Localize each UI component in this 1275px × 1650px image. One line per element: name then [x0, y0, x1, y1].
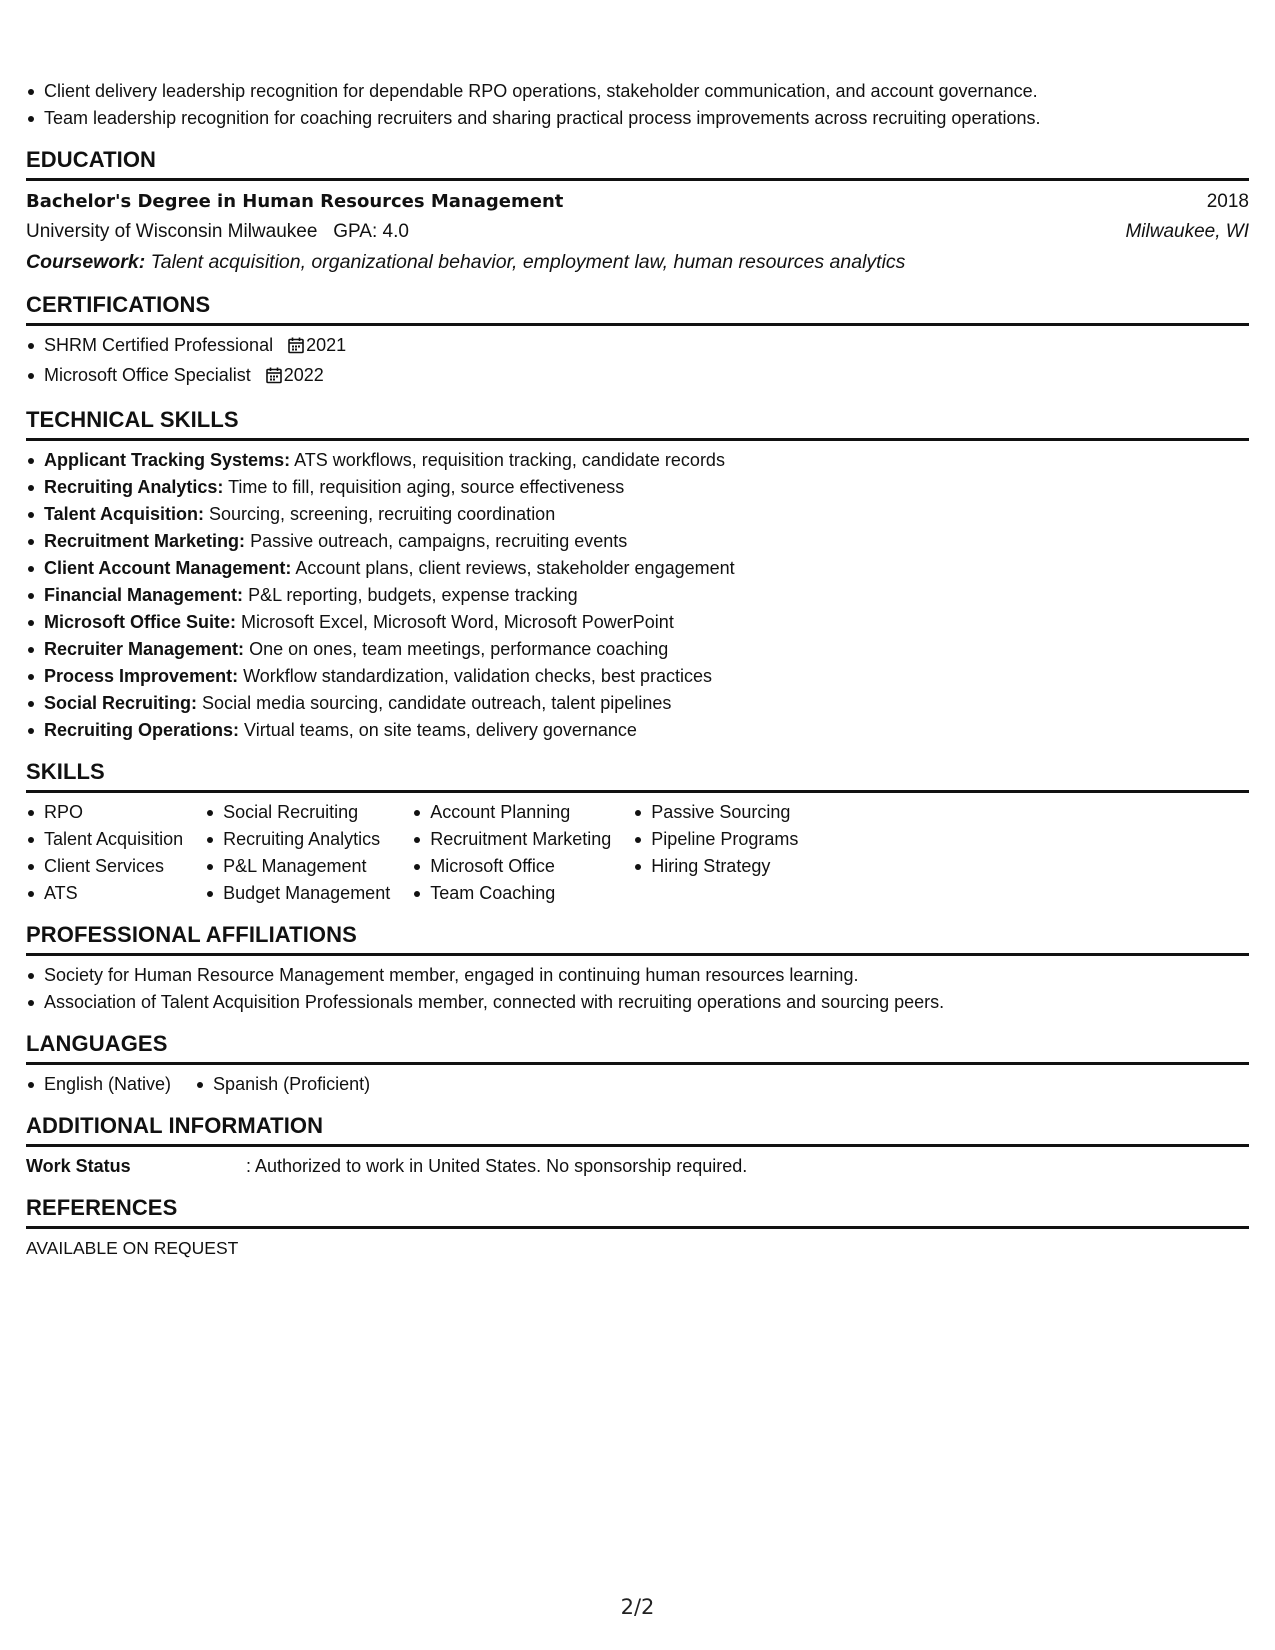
- list-item: P&L Management: [205, 853, 390, 880]
- skill-text: Microsoft Excel, Microsoft Word, Microsoft PowerPoint: [241, 612, 674, 632]
- section-title: CERTIFICATIONS: [26, 292, 1249, 326]
- work-status-label: Work Status: [26, 1156, 131, 1176]
- list-item: Social Recruiting: [205, 799, 390, 826]
- references-text: AVAILABLE ON REQUEST: [26, 1238, 239, 1258]
- page-number: 2/2: [620, 1595, 655, 1619]
- resume-page: [26, 78, 1249, 1262]
- certification-year: 2021: [306, 335, 347, 355]
- skills-column: [205, 799, 390, 907]
- skill-label: Talent Acquisition:: [44, 504, 204, 524]
- certifications-section: [26, 292, 1249, 392]
- list-item: Budget Management: [205, 880, 390, 907]
- skill-text: ATS workflows, requisition tracking, candidate records: [294, 450, 725, 470]
- list-item: [26, 528, 1249, 555]
- list-item: Hiring Strategy: [633, 853, 798, 880]
- list-item: English (Native): [26, 1071, 171, 1098]
- languages-list: [26, 1071, 1249, 1098]
- skill-text: Passive outreach, campaigns, recruiting events: [250, 531, 628, 551]
- awards-list: [26, 78, 1249, 132]
- coursework: [26, 247, 1249, 277]
- skill-text: P&L reporting, budgets, expense tracking: [248, 585, 578, 605]
- skill-label: Recruiting Analytics:: [44, 477, 224, 497]
- section-title: TECHNICAL SKILLS: [26, 407, 1249, 441]
- list-item: RPO: [26, 799, 183, 826]
- section-title: LANGUAGES: [26, 1031, 1249, 1065]
- list-item: [26, 717, 1249, 744]
- section-title: PROFESSIONAL AFFILIATIONS: [26, 922, 1249, 956]
- skill-text: Account plans, client reviews, stakeholder engagement: [295, 558, 735, 578]
- skill-label: Recruiter Management:: [44, 639, 245, 659]
- list-item: Recruiting Analytics: [205, 826, 390, 853]
- skills-column: [633, 799, 798, 907]
- list-item: [26, 501, 1249, 528]
- list-item: [26, 636, 1249, 663]
- affiliations-section: [26, 922, 1249, 1016]
- references-section: [26, 1195, 1249, 1262]
- skills-column: [412, 799, 611, 907]
- list-item: [26, 690, 1249, 717]
- list-item: Microsoft Office: [412, 853, 611, 880]
- school-location: Milwaukee, WI: [1125, 221, 1249, 242]
- list-item: [26, 362, 1249, 392]
- skill-label: Financial Management:: [44, 585, 244, 605]
- skill-text: Workflow standardization, validation checks, best practices: [243, 666, 712, 686]
- skill-label: Applicant Tracking Systems:: [44, 450, 291, 470]
- coursework-label: Coursework:: [26, 251, 146, 273]
- section-title: EDUCATION: [26, 147, 1249, 181]
- list-item: [26, 332, 1249, 362]
- skill-label: Process Improvement:: [44, 666, 239, 686]
- list-item: Client delivery leadership recognition for dependable RPO operations, stakeholder communication, and account governance.: [26, 78, 1249, 105]
- list-item: Spanish (Proficient): [195, 1071, 370, 1098]
- list-item: Team leadership recognition for coaching recruiters and sharing practical process improvements across recruiting operations.: [26, 105, 1249, 132]
- languages-section: [26, 1031, 1249, 1098]
- list-item: [26, 555, 1249, 582]
- skill-label: Recruiting Operations:: [44, 720, 240, 740]
- list-item: Society for Human Resource Management member, engaged in continuing human resources learning.: [26, 962, 1249, 989]
- certification-name: SHRM Certified Professional: [44, 335, 274, 355]
- list-item: Recruitment Marketing: [412, 826, 611, 853]
- coursework-text: Talent acquisition, organizational behavior, employment law, human resources analytics: [150, 251, 906, 273]
- list-item: Account Planning: [412, 799, 611, 826]
- list-item: Association of Talent Acquisition Professionals member, connected with recruiting operations and sourcing peers.: [26, 989, 1249, 1016]
- list-item: [26, 609, 1249, 636]
- skill-text: Sourcing, screening, recruiting coordination: [209, 504, 556, 524]
- school-name: University of Wisconsin Milwaukee: [26, 221, 318, 242]
- skill-label: Recruitment Marketing:: [44, 531, 246, 551]
- skill-label: Social Recruiting:: [44, 693, 198, 713]
- list-item: [26, 474, 1249, 501]
- skills-section: [26, 759, 1249, 907]
- list-item: ATS: [26, 880, 183, 907]
- list-item: Team Coaching: [412, 880, 611, 907]
- work-status-value: : Authorized to work in United States. No sponsorship required.: [246, 1156, 748, 1176]
- skills-grid: [26, 799, 1249, 907]
- calendar-icon: [288, 335, 304, 362]
- calendar-icon: [266, 365, 282, 392]
- education-school-row: [26, 217, 1249, 247]
- additional-info-section: [26, 1113, 1249, 1180]
- skill-text: Virtual teams, on site teams, delivery governance: [244, 720, 637, 740]
- skill-label: Microsoft Office Suite:: [44, 612, 237, 632]
- section-title: REFERENCES: [26, 1195, 1249, 1229]
- section-title: SKILLS: [26, 759, 1249, 793]
- degree-name: Bachelor's Degree in Human Resources Management: [26, 191, 564, 212]
- gpa: GPA: 4.0: [333, 221, 409, 242]
- list-item: Talent Acquisition: [26, 826, 183, 853]
- list-item: [26, 447, 1249, 474]
- education-section: [26, 147, 1249, 277]
- skill-text: Time to fill, requisition aging, source effectiveness: [228, 477, 625, 497]
- certification-name: Microsoft Office Specialist: [44, 365, 251, 385]
- section-title: ADDITIONAL INFORMATION: [26, 1113, 1249, 1147]
- technical-skills-section: [26, 407, 1249, 744]
- affiliations-list: [26, 962, 1249, 1016]
- skill-text: One on ones, team meetings, performance coaching: [249, 639, 669, 659]
- skill-label: Client Account Management:: [44, 558, 292, 578]
- list-item: Passive Sourcing: [633, 799, 798, 826]
- skills-column: [26, 799, 183, 907]
- list-item: Pipeline Programs: [633, 826, 798, 853]
- list-item: [26, 663, 1249, 690]
- certification-year: 2022: [283, 365, 324, 385]
- list-item: Client Services: [26, 853, 183, 880]
- technical-skills-list: [26, 447, 1249, 744]
- graduation-year: 2018: [1206, 191, 1249, 212]
- education-header-row: [26, 187, 1249, 217]
- work-status-row: [26, 1153, 1249, 1180]
- list-item: [26, 582, 1249, 609]
- certifications-list: [26, 332, 1249, 392]
- skill-text: Social media sourcing, candidate outreach, talent pipelines: [202, 693, 672, 713]
